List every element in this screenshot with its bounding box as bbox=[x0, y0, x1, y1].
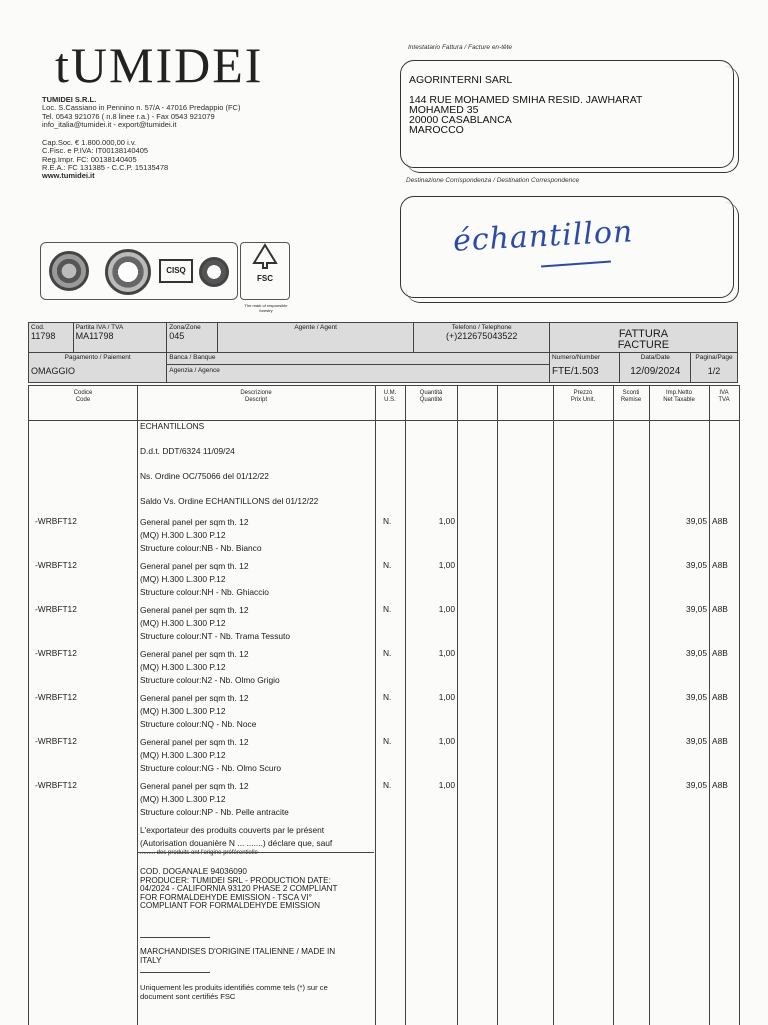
col-line bbox=[649, 386, 650, 1025]
col-line bbox=[137, 386, 138, 1025]
item-description-line: (MQ) H.300 L.300 P.12 bbox=[140, 574, 226, 584]
col-header-um bbox=[375, 390, 405, 403]
item-description-line: General panel per sqm th. 12 bbox=[140, 737, 249, 747]
fsc-line: Uniquement les produits identifiés comme tels (*) sur ce bbox=[140, 983, 328, 992]
item-description-line: (MQ) H.300 L.300 P.12 bbox=[140, 530, 226, 540]
item-description bbox=[140, 692, 256, 731]
note-divider bbox=[138, 852, 374, 853]
item-um: N. bbox=[383, 604, 392, 614]
destination-box bbox=[400, 196, 734, 298]
cod-cell bbox=[29, 323, 74, 353]
piva-value: MA11798 bbox=[75, 331, 114, 341]
date-label: Data/Date bbox=[640, 354, 670, 361]
item-description-line: General panel per sqm th. 12 bbox=[140, 517, 249, 527]
item-description-line: General panel per sqm th. 12 bbox=[140, 561, 249, 571]
col-price-it: Prezzo bbox=[573, 390, 593, 396]
item-description-line: General panel per sqm th. 12 bbox=[140, 649, 249, 659]
item-description bbox=[140, 560, 269, 599]
page-cell bbox=[691, 353, 738, 383]
item-description-line: Structure colour:NG - Nb. Olmo Scuro bbox=[140, 763, 282, 773]
company-logo: tUMIDEI bbox=[55, 37, 264, 93]
col-line bbox=[375, 386, 376, 1025]
col-um-it: U.M. bbox=[383, 390, 397, 396]
item-code: -WRBFT12 bbox=[35, 780, 77, 790]
item-um: N. bbox=[383, 516, 392, 526]
col-line bbox=[405, 386, 406, 1025]
col-net-it: Imp.Netto bbox=[665, 390, 692, 396]
item-description bbox=[140, 648, 280, 687]
item-net: 39,05 bbox=[686, 736, 707, 746]
recipient-country: MAROCCO bbox=[409, 124, 464, 136]
producer-line: FOR FORMALDEHYDE EMISSION - TSCA VI° bbox=[140, 892, 312, 902]
invoice-info-table bbox=[28, 322, 738, 383]
producer-line: COMPLIANT FOR FORMALDEHYDE EMISSION bbox=[140, 901, 320, 910]
item-qty: 1,00 bbox=[438, 736, 455, 746]
piva-cell bbox=[73, 323, 167, 353]
fsc-caption: The mark of responsible forestry bbox=[244, 303, 288, 313]
doc-title-it: FATTURA bbox=[618, 328, 669, 340]
col-header-qty bbox=[405, 390, 457, 403]
company-name: TUMIDEI S.R.L. bbox=[42, 95, 97, 104]
tel-cell bbox=[414, 323, 549, 353]
company-reg: Reg.Impr. FC: 00138140405 bbox=[42, 154, 137, 164]
handwritten-underline bbox=[541, 261, 611, 268]
origin-line: ITALY bbox=[140, 955, 162, 965]
bank-cell bbox=[167, 353, 550, 383]
payment-cell bbox=[29, 353, 167, 383]
producer-line: COD. DOGANALE 94036090 bbox=[140, 867, 247, 876]
item-description-line: Structure colour:NT - Nb. Trama Tessuto bbox=[140, 631, 291, 641]
number-value: FTE/1.503 bbox=[551, 366, 599, 377]
exporter-line: (Autorisation douanière N ... .......) déclare que, sauf bbox=[140, 838, 333, 848]
header-divider bbox=[29, 420, 739, 421]
recipient-address bbox=[409, 75, 642, 135]
item-net: 39,05 bbox=[686, 692, 707, 702]
date-value: 12/09/2024 bbox=[630, 366, 681, 377]
company-vat: C.Fisc. e P.IVA: IT00138140405 bbox=[42, 146, 149, 156]
col-line bbox=[709, 386, 710, 1025]
col-header-code bbox=[29, 390, 137, 403]
company-capital: Cap.Soc. € 1.800.000,00 i.v. bbox=[42, 138, 137, 147]
preamble-line: ECHANTILLONS bbox=[140, 421, 205, 431]
item-description-line: Structure colour:N2 - Nb. Olmo Grigio bbox=[140, 675, 280, 685]
col-line bbox=[497, 386, 498, 1025]
tel-value: (+)212675043522 bbox=[446, 331, 518, 341]
item-description-line: (MQ) H.300 L.300 P.12 bbox=[140, 750, 226, 760]
item-um: N. bbox=[383, 780, 392, 790]
recipient-name: AGORINTERNI SARL bbox=[409, 74, 513, 86]
col-line bbox=[613, 386, 614, 1025]
company-website: www.tumidei.it bbox=[42, 171, 95, 181]
col-code-fr: Code bbox=[75, 396, 91, 403]
exporter-note bbox=[140, 824, 332, 857]
date-cell bbox=[620, 353, 691, 383]
col-header-discount bbox=[613, 390, 649, 403]
fsc-text: FSC bbox=[257, 274, 273, 283]
col-line bbox=[457, 386, 458, 1025]
col-vat-fr: TVA bbox=[718, 396, 730, 403]
col-header-desc bbox=[137, 390, 375, 403]
item-code: -WRBFT12 bbox=[35, 648, 77, 658]
col-header-vat bbox=[709, 390, 739, 403]
col-um-fr: U.S. bbox=[384, 396, 396, 403]
item-code: -WRBFT12 bbox=[35, 560, 77, 570]
number-label: Numero/Number bbox=[551, 354, 600, 361]
exporter-line: ......... des produits ont l'origine préférentielle bbox=[140, 850, 258, 856]
agency-label: Agenzia / Agence bbox=[167, 364, 549, 374]
item-description-line: Structure colour:NQ - Nb. Noce bbox=[140, 719, 257, 729]
col-desc-fr: Descript bbox=[244, 396, 267, 403]
item-um: N. bbox=[383, 692, 392, 702]
col-qty-it: Quantità bbox=[419, 390, 443, 396]
item-code: -WRBFT12 bbox=[35, 604, 77, 614]
page-value: 1/2 bbox=[707, 366, 721, 376]
item-description bbox=[140, 516, 262, 555]
fsc-divider bbox=[140, 972, 210, 973]
number-cell bbox=[549, 353, 620, 383]
producer-line: 04/2024 - CALIFORNIA 93120 PHASE 2 COMPLIANT bbox=[140, 884, 338, 893]
recipient-label: Intestatario Fattura / Facture en-tête bbox=[408, 44, 513, 51]
agent-cell bbox=[217, 323, 414, 353]
item-vat: A8B bbox=[712, 780, 728, 790]
cod-value: 11798 bbox=[31, 331, 56, 341]
col-price-fr: Prix Unit. bbox=[570, 396, 596, 403]
exporter-line: L'exportateur des produits couverts par le présent bbox=[140, 825, 325, 835]
cisq-logo: CISQ bbox=[159, 259, 193, 283]
company-address-line: Loc. S.Cassiano in Pennino n. 57/A - 47016 Predappio (FC) bbox=[42, 103, 241, 113]
item-um: N. bbox=[383, 736, 392, 746]
fsc-note bbox=[140, 984, 328, 1001]
item-vat: A8B bbox=[712, 648, 728, 658]
item-qty: 1,00 bbox=[438, 516, 455, 526]
item-description-line: (MQ) H.300 L.300 P.12 bbox=[140, 706, 226, 716]
col-net-fr: Net Taxable bbox=[663, 396, 695, 403]
item-qty: 1,00 bbox=[438, 780, 455, 790]
col-discount-fr: Remise bbox=[620, 396, 642, 403]
item-qty: 1,00 bbox=[438, 604, 455, 614]
item-um: N. bbox=[383, 648, 392, 658]
item-vat: A8B bbox=[712, 560, 728, 570]
company-registry bbox=[42, 139, 168, 180]
iqnet-seal-icon bbox=[105, 249, 151, 295]
item-vat: A8B bbox=[712, 692, 728, 702]
zone-label: Zona/Zone bbox=[169, 324, 201, 331]
item-description-line: (MQ) H.300 L.300 P.12 bbox=[140, 794, 226, 804]
preamble bbox=[140, 420, 318, 520]
certification-logos bbox=[40, 242, 238, 300]
fsc-logo bbox=[240, 242, 290, 300]
origin-divider bbox=[140, 937, 210, 938]
item-um: N. bbox=[383, 560, 392, 570]
tree-icon bbox=[250, 243, 280, 269]
preamble-line: D.d.t. DDT/6324 11/09/24 bbox=[140, 446, 235, 456]
col-discount-it: Sconti bbox=[622, 390, 640, 396]
item-description-line: Structure colour:NP - Nb. Pelle antracite bbox=[140, 807, 289, 817]
item-vat: A8B bbox=[712, 736, 728, 746]
preamble-line: Saldo Vs. Ordine ECHANTILLONS del 01/12/22 bbox=[140, 496, 319, 506]
agent-label: Agente / Agent bbox=[294, 324, 337, 331]
item-description-line: General panel per sqm th. 12 bbox=[140, 605, 249, 615]
item-code: -WRBFT12 bbox=[35, 516, 77, 526]
col-vat-it: IVA bbox=[719, 390, 729, 396]
recipient-street: 144 RUE MOHAMED SMIHA RESID. JAWHARAT bbox=[409, 94, 643, 106]
item-net: 39,05 bbox=[686, 516, 707, 526]
items-table bbox=[28, 385, 740, 1025]
piva-label: Partita IVA / TVA bbox=[75, 324, 124, 331]
item-qty: 1,00 bbox=[438, 648, 455, 658]
col-header-price bbox=[553, 390, 613, 403]
payment-label: Pagamento / Paiement bbox=[64, 354, 131, 361]
producer-note bbox=[140, 868, 338, 911]
recipient-street-2: MOHAMED 35 bbox=[409, 104, 479, 116]
item-qty: 1,00 bbox=[438, 692, 455, 702]
item-code: -WRBFT12 bbox=[35, 736, 77, 746]
recipient-box bbox=[400, 60, 734, 168]
preamble-line: Ns. Ordine OC/75066 del 01/12/22 bbox=[140, 471, 269, 481]
item-net: 39,05 bbox=[686, 780, 707, 790]
item-description-line: Structure colour:NH - Nb. Ghiaccio bbox=[140, 587, 269, 597]
doc-title-fr: FACTURE bbox=[617, 339, 670, 351]
item-qty: 1,00 bbox=[438, 560, 455, 570]
handwritten-note: échantillon bbox=[452, 214, 635, 259]
item-vat: A8B bbox=[712, 516, 728, 526]
origin-note bbox=[140, 948, 335, 965]
doc-title-cell bbox=[549, 323, 737, 353]
zone-cell bbox=[167, 323, 218, 353]
cod-label: Cod. bbox=[31, 324, 45, 331]
tel-label: Telefono / Telephone bbox=[451, 324, 512, 331]
item-description bbox=[140, 604, 290, 643]
col-code-it: Codice bbox=[73, 390, 93, 396]
destination-label: Destinazione Corrispondenza / Destination Correspondence bbox=[406, 177, 580, 184]
certification-badge-icon bbox=[199, 257, 229, 287]
item-description bbox=[140, 736, 281, 775]
company-address bbox=[42, 96, 240, 129]
item-vat: A8B bbox=[712, 604, 728, 614]
company-phone-line: Tel. 0543 921076 ( n.8 linee r.a.) - Fax 0543 921079 bbox=[42, 111, 215, 121]
bank-label: Banca / Banque bbox=[169, 354, 216, 361]
item-net: 39,05 bbox=[686, 560, 707, 570]
item-description-line: General panel per sqm th. 12 bbox=[140, 781, 249, 791]
col-qty-fr: Quantité bbox=[419, 396, 443, 403]
item-description-line: General panel per sqm th. 12 bbox=[140, 693, 249, 703]
item-description bbox=[140, 780, 289, 819]
zone-value: 045 bbox=[169, 331, 185, 341]
certification-seal-icon bbox=[49, 251, 89, 291]
item-code: -WRBFT12 bbox=[35, 692, 77, 702]
item-net: 39,05 bbox=[686, 604, 707, 614]
col-desc-it: Descrizione bbox=[240, 390, 272, 396]
fsc-line: document sont certifiés FSC bbox=[140, 991, 236, 1001]
company-email-line: info_italia@tumidei.it - export@tumidei.it bbox=[42, 119, 177, 129]
col-header-net bbox=[649, 390, 709, 403]
item-description-line: (MQ) H.300 L.300 P.12 bbox=[140, 662, 226, 672]
recipient-city: 20000 CASABLANCA bbox=[409, 114, 512, 126]
origin-line: MARCHANDISES D'ORIGINE ITALIENNE / MADE IN bbox=[140, 947, 336, 956]
col-line bbox=[553, 386, 554, 1025]
page-label: Pagina/Page bbox=[695, 354, 733, 361]
producer-line: PRODUCER: TUMIDEI SRL - PRODUCTION DATE: bbox=[140, 875, 331, 885]
payment-value: OMAGGIO bbox=[31, 366, 76, 376]
item-description-line: (MQ) H.300 L.300 P.12 bbox=[140, 618, 226, 628]
company-rea: R.E.A.: FC 131385 - C.C.P. 15135478 bbox=[42, 162, 169, 172]
item-description-line: Structure colour:NB - Nb. Bianco bbox=[140, 543, 262, 553]
item-net: 39,05 bbox=[686, 648, 707, 658]
